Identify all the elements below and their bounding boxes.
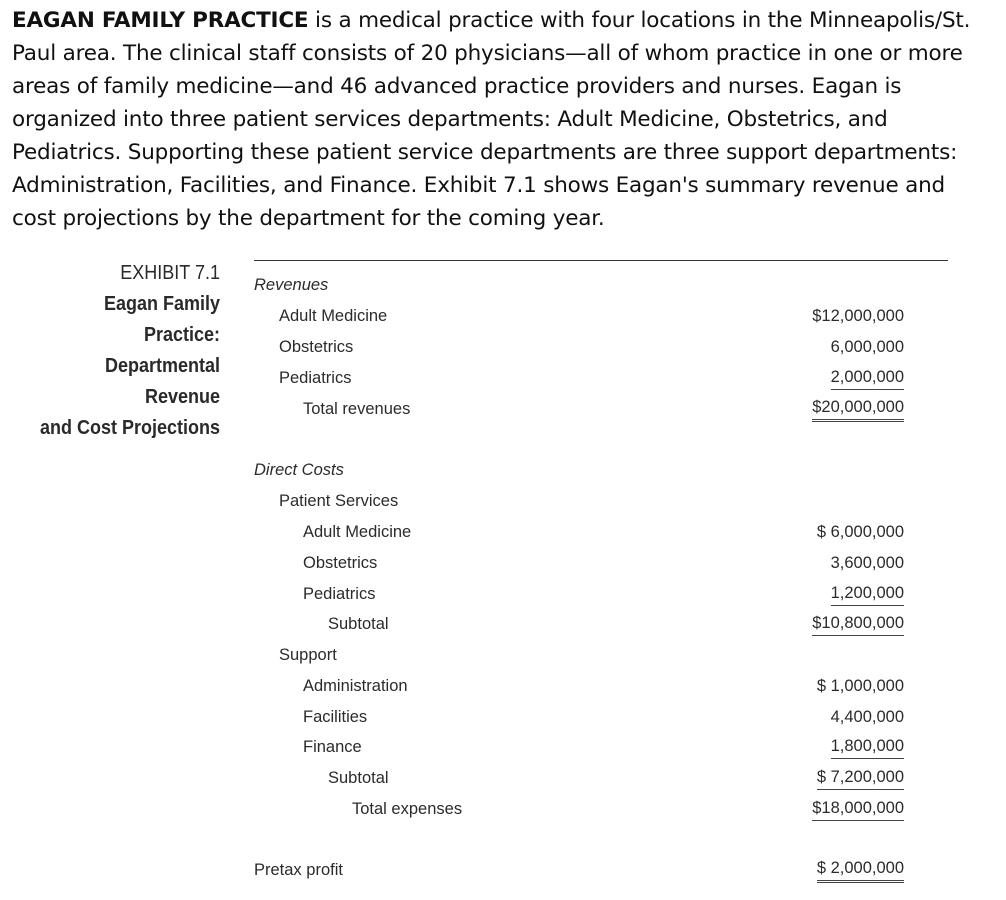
row-amount: 6,000,000 [830, 338, 904, 356]
support-subtotal-row [254, 765, 904, 791]
total-expenses-row [254, 796, 904, 822]
exhibit-title-line-3: and Cost Projections [39, 417, 220, 439]
total-revenues-row [254, 396, 904, 422]
row-amount: $12,000,000 [812, 307, 904, 325]
table-row [254, 519, 904, 545]
direct-costs-heading: Direct Costs [254, 461, 344, 479]
table-row [254, 673, 904, 699]
revenues-heading: Revenues [254, 276, 329, 294]
row-amount: 4,400,000 [830, 708, 904, 726]
table-row [254, 365, 904, 391]
row-amount: $ 1,000,000 [816, 677, 904, 695]
intro-paragraph [12, 4, 992, 235]
row-amount: $ 6,000,000 [816, 523, 904, 541]
row-label: Total revenues [303, 400, 411, 418]
row-amount: 2,000,000 [831, 365, 904, 390]
exhibit-number: EXHIBIT 7.1 [120, 262, 220, 284]
row-label: Subtotal [328, 769, 389, 787]
table-row [254, 734, 904, 760]
firm-name: EAGAN FAMILY PRACTICE [12, 8, 309, 33]
table-row [254, 704, 904, 730]
direct-costs-heading-row [254, 457, 904, 483]
row-label: Administration [303, 677, 408, 695]
support-heading: Support [279, 646, 337, 664]
support-heading-row [254, 642, 904, 668]
exhibit-caption [29, 258, 220, 444]
revenues-heading-row [254, 272, 904, 298]
row-label: Adult Medicine [303, 523, 412, 541]
exhibit-title-line-2: Departmental Revenue [104, 355, 220, 408]
table-row [254, 581, 904, 607]
row-amount: 1,200,000 [831, 581, 904, 606]
intro-text: is a medical practice with four locations in the Minneapolis/St. Paul area. The clinical staff consists of 20 physicians—all of whom practice in one or more areas of family medicine—and 46 advanced practice providers and nurses. Eagan is organized into three patient services departments: Adult Medicine, Obstetrics, and Pediatrics. Supporting these patient service departments are three support departments: Administration, Facilities, and Finance. Exhibit 7.1 shows Eagan's summary revenue and cost projections by the department for the coming year. [12, 8, 971, 231]
row-label: Pretax profit [254, 861, 343, 879]
patient-services-subtotal-row [254, 611, 904, 637]
row-label: Adult Medicine [279, 307, 388, 325]
patient-services-heading-row [254, 488, 904, 514]
row-label: Obstetrics [279, 338, 354, 356]
row-label: Facilities [303, 708, 368, 726]
row-label: Pediatrics [303, 585, 376, 603]
row-amount: $ 2,000,000 [817, 857, 904, 883]
pretax-profit-row [254, 857, 904, 883]
row-label: Subtotal [328, 615, 389, 633]
row-label: Obstetrics [303, 554, 378, 572]
table-row [254, 550, 904, 576]
row-amount: $ 7,200,000 [817, 765, 904, 790]
table-top-rule [254, 260, 948, 261]
row-amount: $10,800,000 [812, 611, 904, 636]
row-label: Finance [303, 738, 362, 756]
exhibit-title-line-1: Eagan Family Practice: [103, 293, 220, 346]
row-label: Total expenses [352, 800, 463, 818]
row-amount: $20,000,000 [812, 396, 904, 422]
table-row [254, 303, 904, 329]
row-amount: $18,000,000 [812, 796, 904, 821]
table-row [254, 334, 904, 360]
row-amount: 1,800,000 [831, 734, 904, 759]
row-amount: 3,600,000 [830, 554, 904, 572]
patient-services-heading: Patient Services [279, 492, 399, 510]
row-label: Pediatrics [279, 369, 352, 387]
